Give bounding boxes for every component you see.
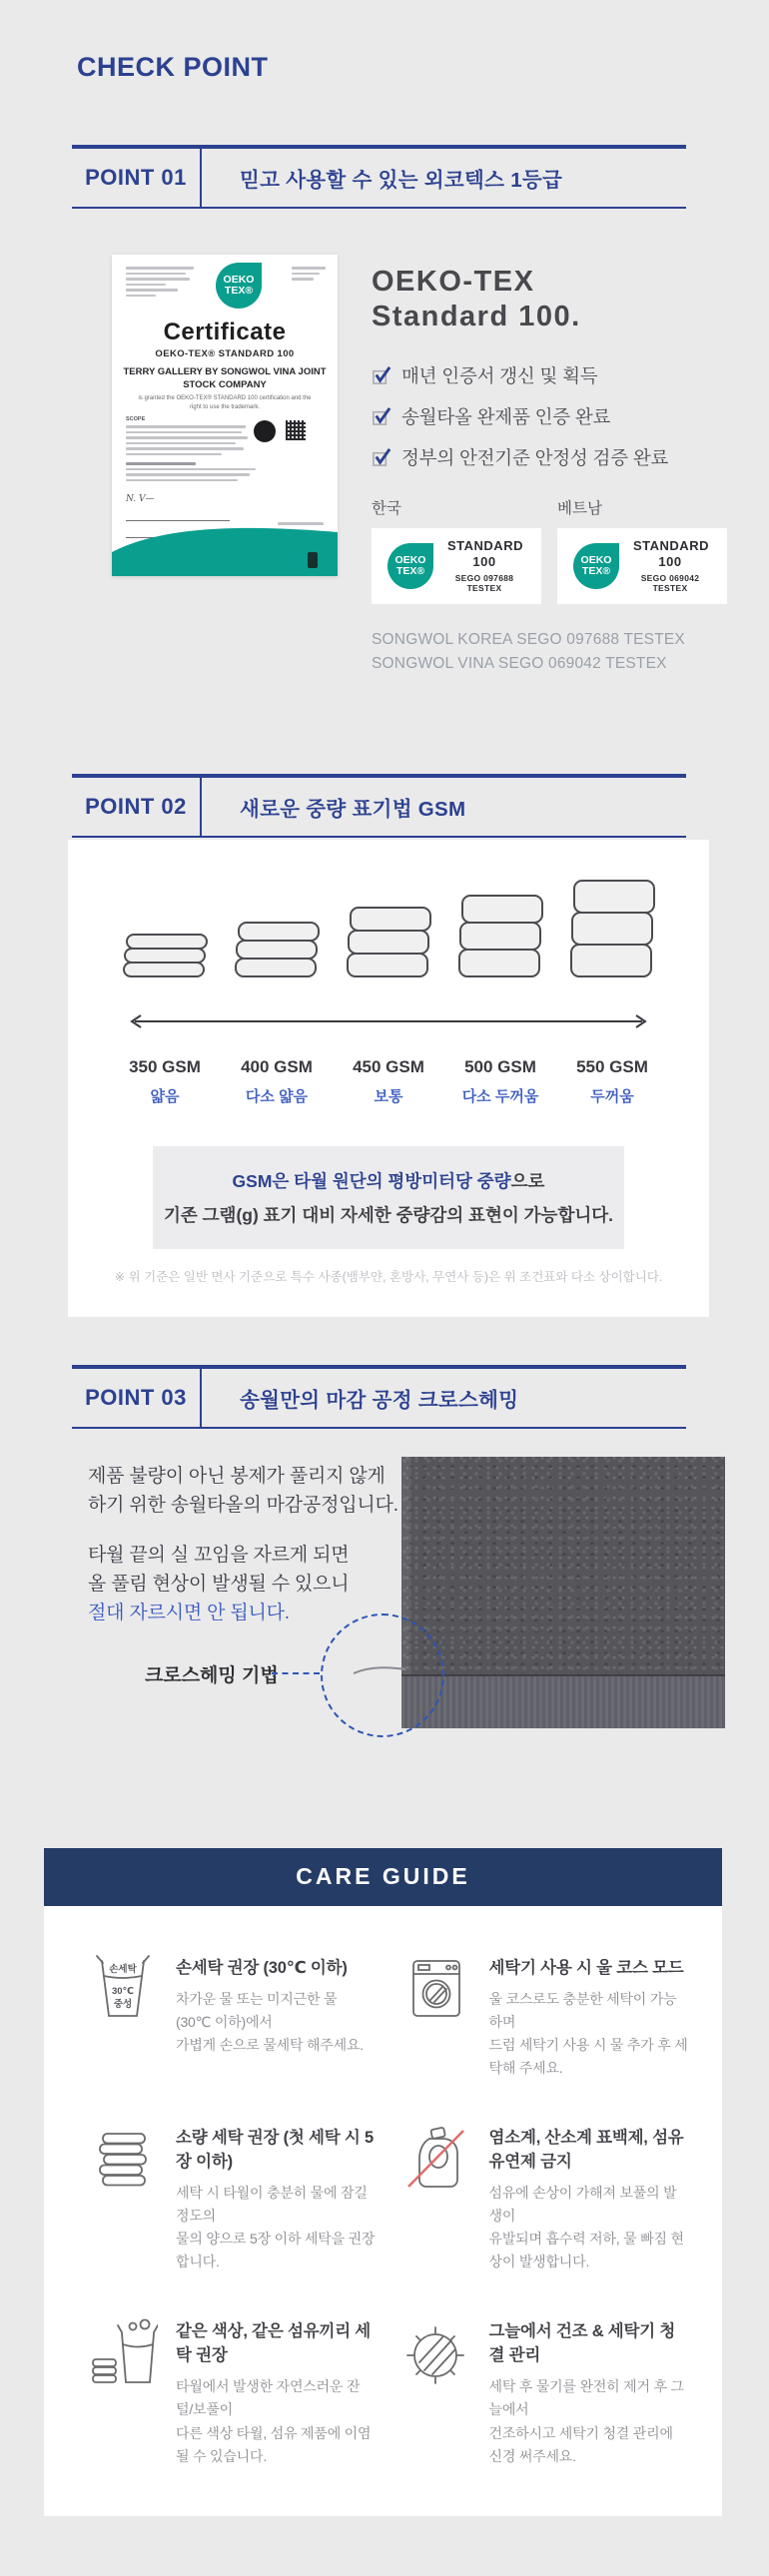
checkbox-check-icon <box>372 405 392 426</box>
gsm-label: 550 GSM 두꺼움 <box>576 1056 648 1105</box>
certificate-ref-lines <box>292 267 326 284</box>
point1-title: 믿고 사용할 수 있는 외코텍스 1등급 <box>240 169 563 192</box>
point3-label: POINT 03 <box>72 1369 202 1427</box>
certification-badges <box>372 496 727 604</box>
gsm-label: 450 GSM 보통 <box>353 1056 424 1105</box>
gsm-caption: ※ 위 기준은 일반 면사 기준으로 특수 사종(뱀부얀, 혼방사, 무연사 등)은 위 조건표와 다소 상이합니다. <box>114 1269 663 1284</box>
checkbox-check-icon <box>372 446 392 467</box>
svg-text:중성: 중성 <box>113 1998 133 2010</box>
certification-checklist <box>372 362 727 470</box>
callout-dashed-line <box>272 1672 320 1674</box>
care-item-machine <box>401 1954 689 2080</box>
care-item-title: 손세탁 권장 (30℃ 이하) <box>176 1958 348 1977</box>
certificate-marks <box>254 420 306 442</box>
certificate-green-wave <box>112 518 338 576</box>
certificate-stamp-icon <box>308 552 318 568</box>
certificate-company: TERRY GALLERY BY SONGWOL VINA JOINT STOCK COMPANY <box>123 366 327 390</box>
callout-dashed-circle <box>321 1613 444 1737</box>
certificate-address-lines <box>126 267 196 300</box>
checklist-item: 정부의 안전기준 안정성 검증 완료 <box>372 444 727 470</box>
certificate-documents-lines <box>126 462 266 484</box>
point1-info <box>372 255 727 676</box>
care-item-same-color <box>88 2317 376 2467</box>
towel-stack-550 <box>563 882 661 977</box>
oeko-tex-logo: OEKO TEX® <box>387 543 433 589</box>
care-item-no-bleach <box>401 2124 689 2273</box>
care-guide-card <box>44 1906 722 2516</box>
oeko-certificate-image <box>112 255 338 576</box>
checklist-item: 송월타올 완제품 인증 완료 <box>372 403 727 429</box>
certificate-subheading: OEKO-TEX® STANDARD 100 <box>155 348 295 359</box>
towel-stack-500 <box>451 897 549 977</box>
cross-hemming-description: 제품 불량이 아닌 봉제가 풀리지 않게 하기 위한 송월타올의 마감공정입니다. 타월 끝의 실 꼬임을 자르게 되면 올 풀림 현상이 발생될 수 있으니 절대 자르시면 안 됩니다. <box>88 1465 398 1624</box>
cross-hemming-section <box>0 1457 769 1756</box>
care-item-title: 같은 색상, 같은 섬유끼리 세탁 권장 <box>176 2322 372 2365</box>
towel-stack-450 <box>340 909 437 977</box>
point2-label: POINT 02 <box>72 778 202 836</box>
towel-stack-400 <box>228 924 326 977</box>
product-detail-page <box>0 52 769 2576</box>
point3-title: 송월만의 마감 공정 크로스헤밍 <box>240 1388 519 1412</box>
gsm-label: 400 GSM 다소 얇음 <box>241 1056 313 1105</box>
oeko-badge: OEKO TEX® STANDARD 100 SEGO 097688 TESTEX <box>372 528 541 604</box>
handwash-tub-icon <box>88 1954 158 2024</box>
care-item-title: 소량 세탁 권장 (첫 세탁 시 5장 이하) <box>176 2129 374 2171</box>
shade-dry-icon <box>401 2317 471 2387</box>
gsm-label: 500 GSM 다소 두꺼움 <box>461 1056 539 1105</box>
qr-code-icon <box>286 420 306 440</box>
point1-content <box>112 255 725 676</box>
oeko-tex-heading: OEKO-TEX Standard 100. <box>372 266 581 332</box>
care-item-body: 세탁 후 물기를 완전히 제거 후 그늘에서 건조하시고 세탁기 청결 관리에 신경 써주세요. <box>488 2378 684 2464</box>
care-item-shade-dry <box>401 2317 689 2467</box>
gsm-scale-card <box>68 840 709 1317</box>
checkbox-check-icon <box>372 364 392 385</box>
towel-stacks <box>68 882 709 977</box>
care-guide-header: CARE GUIDE <box>44 1848 722 1906</box>
certificate-signatures: N. V— <box>126 492 230 538</box>
washing-machine-icon <box>401 1954 471 2024</box>
towel-hem-band <box>401 1674 725 1728</box>
care-item-body: 섬유에 손상이 가해져 보풀의 발생이 유발되며 흡수력 저하, 물 빠짐 현상이 발생합니다. <box>488 2185 684 2270</box>
certificate-granted-text: is granted the OEKO-TEX® STANDARD 100 certification and the right to use the trademark. <box>138 395 312 410</box>
care-item-handwash <box>88 1954 376 2080</box>
badge-vietnam: 베트남 OEKO TEX® STANDARD 100 SEGO 069042 TESTEX <box>557 496 727 604</box>
care-item-title: 염소계, 산소계 표백제, 섬유 유연제 금지 <box>488 2129 684 2171</box>
gsm-label: 350 GSM 얇음 <box>129 1056 201 1105</box>
point1-label: POINT 01 <box>72 149 202 207</box>
badge-korea: 한국 OEKO TEX® STANDARD 100 SEGO 097688 TESTEX <box>372 496 541 604</box>
certificate-heading: Certificate <box>163 319 287 345</box>
oeko-seal-icon <box>254 420 276 442</box>
point2-header <box>72 774 686 838</box>
point2-title: 새로운 중량 표기법 GSM <box>240 797 466 821</box>
oeko-tex-logo: OEKO TEX® <box>573 543 619 589</box>
svg-text:손세탁: 손세탁 <box>109 1963 137 1975</box>
oeko-tex-logo: OEKO TEX® <box>216 263 262 309</box>
care-item-title: 그늘에서 건조 & 세탁기 청결 관리 <box>488 2322 676 2365</box>
care-item-title: 세탁기 사용 시 울 코스 모드 <box>488 1958 684 1977</box>
care-item-small-load <box>88 2124 376 2273</box>
double-arrow-icon <box>129 1013 648 1029</box>
care-item-body: 차가운 물 또는 미지근한 물 (30℃ 이하)에서 가볍게 손으로 물세탁 해주세요. <box>176 1990 364 2053</box>
towel-stack-icon <box>88 2124 158 2194</box>
care-item-body: 세탁 시 타월이 충분히 물에 잠길 정도의 물의 양으로 5장 이하 세탁을 권장합니다. <box>176 2185 376 2270</box>
checklist-item: 매년 인증서 갱신 및 획득 <box>372 362 727 388</box>
point3-header <box>72 1365 686 1429</box>
towel-stack-350 <box>116 936 214 977</box>
certificate-scope-block: SCOPE <box>126 416 248 458</box>
gsm-labels <box>68 1057 709 1106</box>
care-item-body: 타월에서 발생한 자연스러운 잔털/보풀이 다른 색상 타월, 섬유 제품에 이염될 수 있습니다. <box>176 2378 372 2464</box>
towel-closeup-photo <box>401 1457 725 1728</box>
oeko-badge: OEKO TEX® STANDARD 100 SEGO 069042 TESTEX <box>557 528 727 604</box>
no-bleach-icon <box>401 2124 471 2194</box>
care-item-body: 울 코스로도 충분한 세탁이 가능하며 드럼 세탁기 사용 시 물 추가 후 세탁해 주세요. <box>488 1990 688 2076</box>
same-color-wash-icon <box>88 2317 158 2387</box>
svg-text:30℃: 30℃ <box>111 1985 135 1997</box>
point1-header <box>72 145 686 209</box>
page-title: CHECK POINT <box>77 52 269 82</box>
gsm-note-box: GSM은 타월 원단의 평방미터당 중량으로 기존 그램(g) 표기 대비 자세한 중량감의 표현이 가능합니다. <box>153 1146 624 1249</box>
certification-codes: SONGWOL KOREA SEGO 097688 TESTEX SONGWOL VINA SEGO 069042 TESTEX <box>372 630 685 672</box>
cross-hemming-callout-label: 크로스헤밍 기법 <box>145 1664 279 1686</box>
